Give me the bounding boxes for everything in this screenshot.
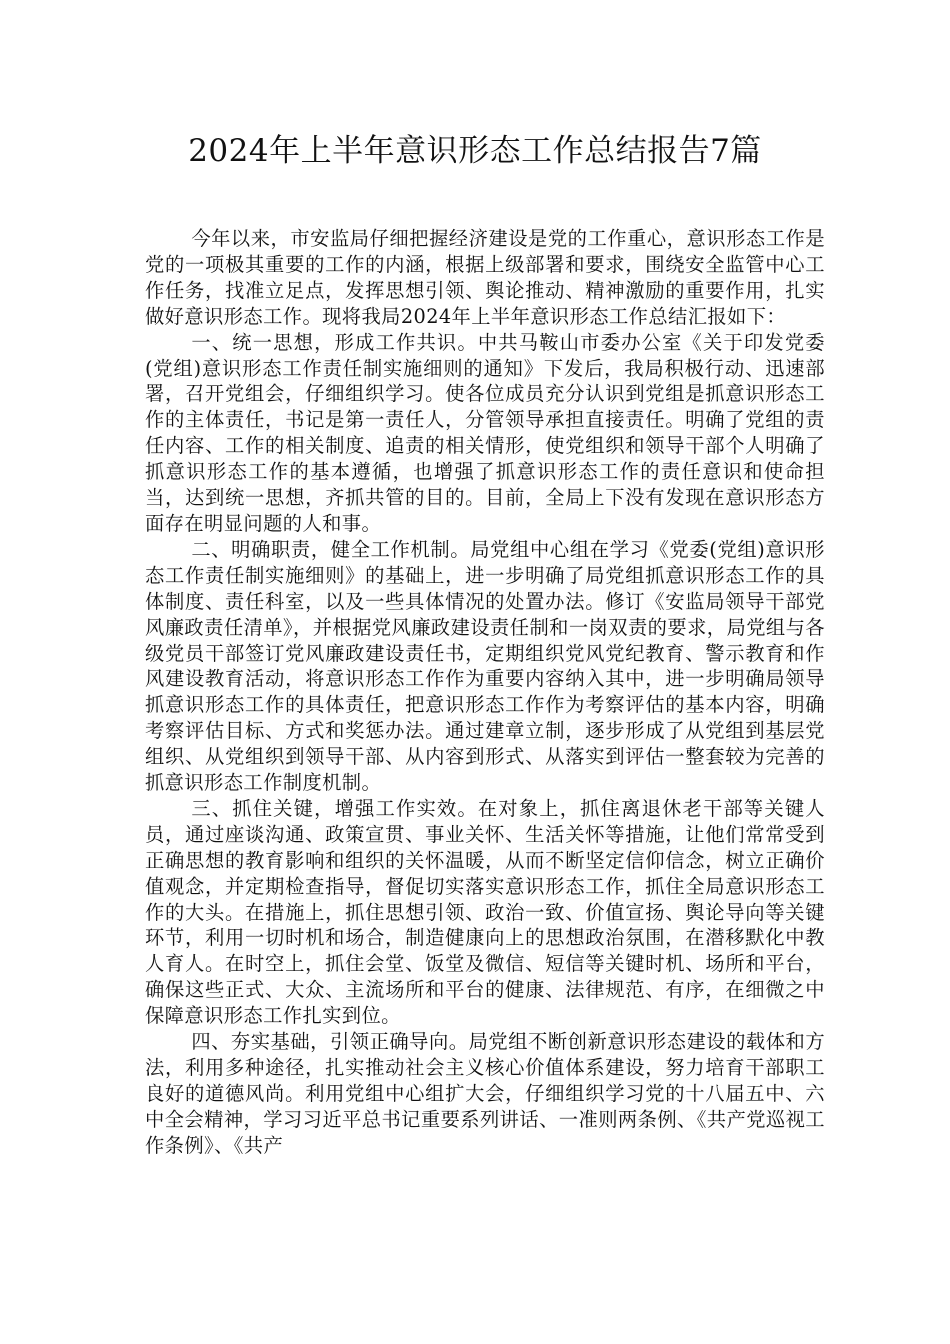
- intro-paragraph: 今年以来，市安监局仔细把握经济建设是党的工作重心，意识形态工作是党的一项极其重要的工作的内涵，根据上级部署和要求，围绕安全监管中心工作任务，找准立足点，发挥思想引领、舆论推动、精神激励的重要作用，扎实做好意识形态工作。现将我局2024年上半年意识形态工作总结汇报如下：: [145, 227, 825, 328]
- section-1-paragraph: 一、统一思想，形成工作共识。中共马鞍山市委办公室《关于印发党委(党组)意识形态工作责任制实施细则的通知》下发后，我局积极行动、迅速部署，召开党组会，仔细组织学习。使各位成员充分认识到党组是抓意识形态工作的主体责任，书记是第一责任人，分管领导承担直接责任。明确了党组的责任内容、工作的相关制度、追责的相关情形，使党组织和领导干部个人明确了抓意识形态工作的基本遵循，也增强了抓意识形态工作的责任意识和使命担当，达到统一思想，齐抓共管的目的。目前，全局上下没有发现在意识形态方面存在明显问题的人和事。: [145, 330, 825, 535]
- document-body: [145, 226, 825, 1159]
- section-3-paragraph: 三、抓住关键，增强工作实效。在对象上，抓住离退休老干部等关键人员，通过座谈沟通、政策宣贯、事业关怀、生活关怀等措施，让他们常常受到正确思想的教育影响和组织的关怀温暖，从而不断坚定信仰信念，树立正确价值观念，并定期检查指导，督促切实落实意识形态工作，抓住全局意识形态工作的大头。在措施上，抓住思想引领、政治一致、价值宣扬、舆论导向等关键环节，利用一切时机和场合，制造健康向上的思想政治氛围，在潜移默化中教人育人。在时空上，抓住会堂、饭堂及微信、短信等关键时机、场所和平台，确保这些正式、大众、主流场所和平台的健康、法律规范、有序，在细微之中保障意识形态工作扎实到位。: [145, 796, 825, 1028]
- section-4-paragraph: 四、夯实基础，引领正确导向。局党组不断创新意识形态建设的载体和方法，利用多种途径，扎实推动社会主义核心价值体系建设，努力培育干部职工良好的道德风尚。利用党组中心组扩大会，仔细组织学习党的十八届五中、六中全会精神，学习习近平总书记重要系列讲话、一准则两条例、《共产党巡视工作条例》、《共产: [145, 1030, 825, 1157]
- document-title: 2024年上半年意识形态工作总结报告7篇: [188, 133, 762, 169]
- section-2-paragraph: 二、明确职责，健全工作机制。局党组中心组在学习《党委(党组)意识形态工作责任制实施细则》的基础上，进一步明确了局党组抓意识形态工作的具体制度、责任科室，以及一些具体情况的处置办法。修订《安监局领导干部党风廉政责任清单》，并根据党风廉政建设责任制和一岗双责的要求，局党组与各级党员干部签订党风廉政建设责任书，定期组织党风党纪教育、警示教育和作风建设教育活动，将意识形态工作作为重要内容纳入其中，进一步明确局领导抓意识形态工作的具体责任，把意识形态工作作为考察评估的基本内容，明确考察评估目标、方式和奖惩办法。通过建章立制，逐步形成了从党组到基层党组织、从党组织到领导干部、从内容到形式、从落实到评估一整套较为完善的抓意识形态工作制度机制。: [145, 537, 825, 795]
